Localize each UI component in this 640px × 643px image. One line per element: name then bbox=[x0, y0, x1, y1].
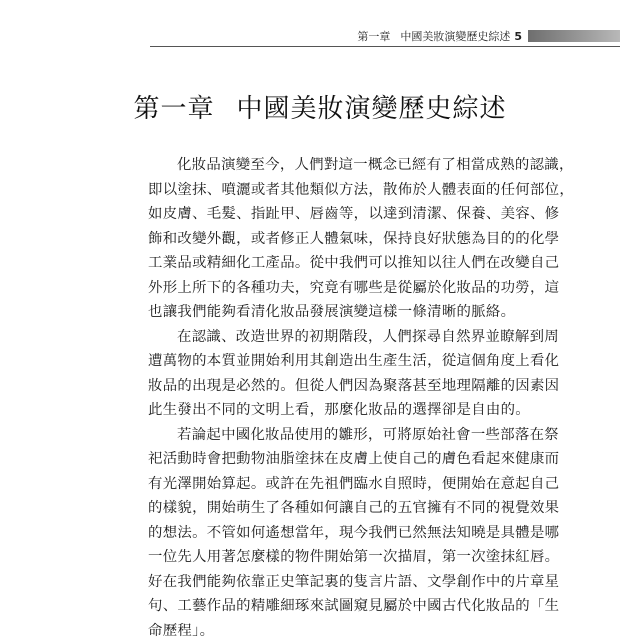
text-line: 即以塗抹、噴灑或者其他類似方法，散佈於人體表面的任何部位， bbox=[148, 178, 508, 203]
header-chapter-label: 第一章 bbox=[357, 28, 390, 44]
text-line: 一位先人用著怎麼樣的物件開始第一次描眉，第一次塗抹紅唇。 bbox=[148, 545, 508, 570]
text-line: 命歷程」。 bbox=[148, 619, 508, 643]
body-text bbox=[148, 153, 508, 643]
text-line: 祀活動時會把動物油脂塗抹在皮膚上使自己的膚色看起來健康而 bbox=[148, 447, 508, 472]
text-line: 如皮膚、毛髮、指趾甲、唇齒等，以達到清潔、保養、美容、修 bbox=[148, 202, 508, 227]
header-decorative-bar bbox=[528, 30, 620, 42]
text-line: 的樣貌，開始萌生了各種如何讓自己的五官擁有不同的視覺效果 bbox=[148, 496, 508, 521]
text-line: 有光澤開始算起。或許在先祖們臨水自照時，便開始在意起自己 bbox=[148, 472, 508, 497]
text-line: 外形上所下的各種功夫，究竟有哪些是從屬於化妝品的功勞，這 bbox=[148, 276, 508, 301]
running-header bbox=[357, 27, 620, 45]
text-line: 在認識、改造世界的初期階段，人們探尋自然界並瞭解到周 bbox=[148, 325, 508, 350]
text-line: 的想法。不管如何遙想當年，現今我們已然無法知曉是具體是哪 bbox=[148, 521, 508, 546]
text-line: 化妝品演變至今，人們對這一概念已經有了相當成熟的認識， bbox=[148, 153, 508, 178]
text-line: 飾和改變外觀，或者修正人體氣味，保持良好狀態為目的的化學 bbox=[148, 227, 508, 252]
chapter-title: 中國美妝演變歷史綜述 bbox=[237, 94, 507, 124]
header-chapter-title: 中國美妝演變歷史綜述 bbox=[400, 28, 510, 44]
chapter-heading bbox=[0, 88, 640, 125]
text-line: 也讓我們能夠看清化妝品發展演變這樣一條清晰的脈絡。 bbox=[148, 300, 508, 325]
chapter-number: 第一章 bbox=[133, 94, 214, 124]
text-line: 此生發出不同的文明上看，那麼化妝品的選擇卻是自由的。 bbox=[148, 398, 508, 423]
page-number: 5 bbox=[514, 30, 522, 43]
header-rule bbox=[150, 46, 620, 47]
text-line: 若論起中國化妝品使用的雛形，可將原始社會一些部落在祭 bbox=[148, 423, 508, 448]
text-line: 句、工藝作品的精雕細琢來試圖窺見屬於中國古代化妝品的「生 bbox=[148, 594, 508, 619]
text-line: 好在我們能夠依靠正史筆記裏的隻言片語、文學創作中的片章星 bbox=[148, 570, 508, 595]
text-line: 工業品或精細化工產品。從中我們可以推知以往人們在改變自己 bbox=[148, 251, 508, 276]
text-line: 妝品的出現是必然的。但從人們因為聚落甚至地理隔離的因素因 bbox=[148, 374, 508, 399]
text-line: 遭萬物的本質並開始利用其創造出生產生活，從這個角度上看化 bbox=[148, 349, 508, 374]
